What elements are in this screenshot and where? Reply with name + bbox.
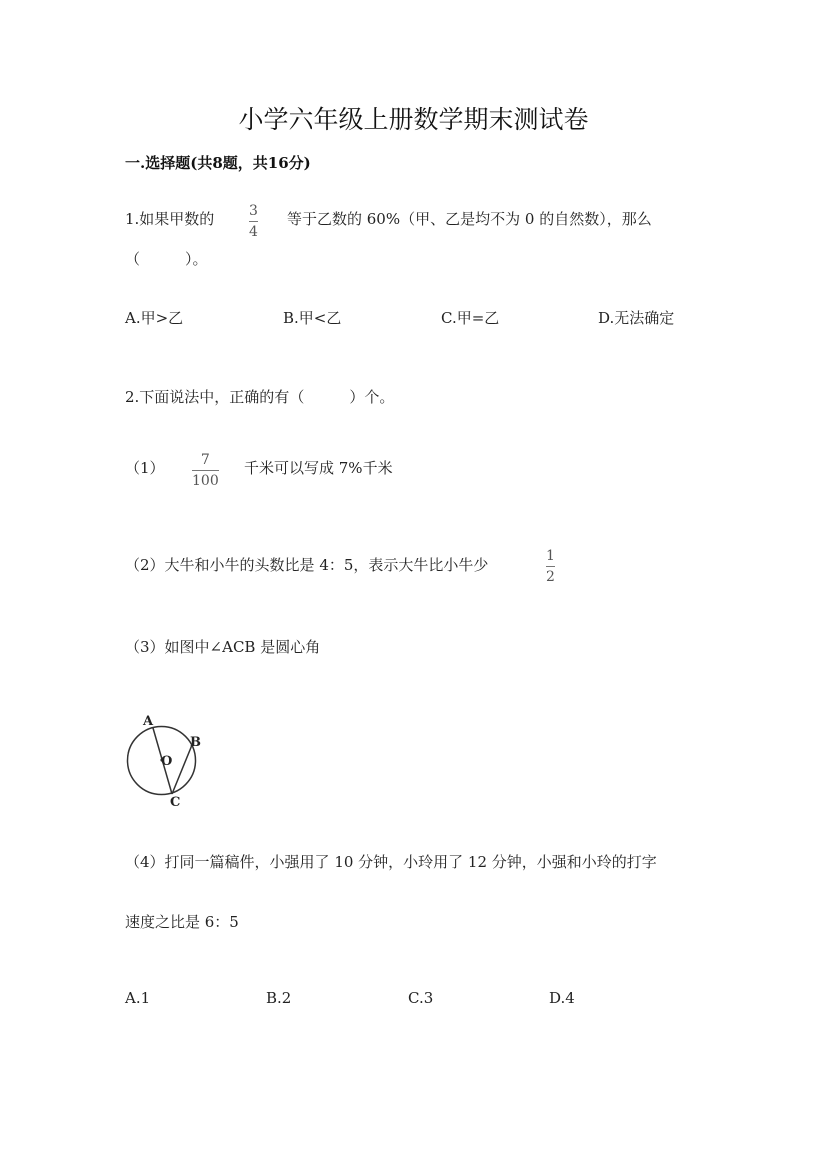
q2-option-d[interactable]: D.4	[549, 989, 575, 1007]
segment-bc	[172, 745, 192, 794]
label-o: O	[161, 754, 173, 769]
q2-s4-line2: 速度之比是 6：5	[125, 913, 239, 931]
q2-s3-text: （3）如图中∠ACB 是圆心角	[125, 638, 321, 656]
q2-s2-fraction-denominator: 2	[546, 569, 555, 585]
q1-option-d[interactable]: D.无法确定	[598, 309, 675, 327]
q1-blank: （ ）。	[125, 250, 208, 268]
q2-s4-line1: （4）打同一篇稿件，小强用了 10 分钟，小玲用了 12 分钟，小强和小玲的打字	[125, 853, 657, 871]
q2-option-b[interactable]: B.2	[266, 989, 292, 1007]
q1-suffix: 等于乙数的 60%（甲、乙是均不为 0 的自然数），那么	[287, 210, 652, 228]
q2-s2-fraction-numerator: 1	[546, 548, 555, 564]
fraction-bar	[249, 221, 258, 222]
q1-option-b[interactable]: B.甲<乙	[283, 309, 342, 327]
label-b: B	[190, 735, 201, 750]
q1-option-a[interactable]: A.甲>乙	[125, 309, 184, 327]
q1-fraction-denominator: 4	[249, 224, 258, 240]
q2-s1-label: （1）	[125, 459, 165, 477]
circle-angle-figure	[120, 708, 220, 812]
q2-s1-text: 千米可以写成 7%千米	[244, 459, 393, 477]
q1-fraction	[249, 203, 258, 240]
q2-stem: 2.下面说法中，正确的有（ ）个。	[125, 388, 395, 406]
page-title: 小学六年级上册数学期末测试卷	[238, 105, 589, 134]
q2-s2-fraction	[546, 548, 555, 585]
q1-option-c[interactable]: C.甲=乙	[441, 309, 500, 327]
fraction-bar	[192, 470, 219, 471]
q2-s1-fraction	[192, 452, 219, 489]
q2-s1-fraction-denominator: 100	[192, 473, 219, 489]
q2-s1-fraction-numerator: 7	[200, 452, 210, 468]
label-a: A	[143, 714, 154, 729]
q2-option-c[interactable]: C.3	[408, 989, 434, 1007]
q2-s2-text: （2）大牛和小牛的头数比是 4：5，表示大牛比小牛少	[125, 556, 489, 574]
label-c: C	[170, 795, 181, 810]
section-heading: 一.选择题(共8题，共16分)	[125, 154, 311, 172]
q1-prefix: 1.如果甲数的	[125, 210, 215, 228]
q2-option-a[interactable]: A.1	[125, 989, 151, 1007]
q1-fraction-numerator: 3	[249, 203, 258, 219]
fraction-bar	[546, 566, 555, 567]
